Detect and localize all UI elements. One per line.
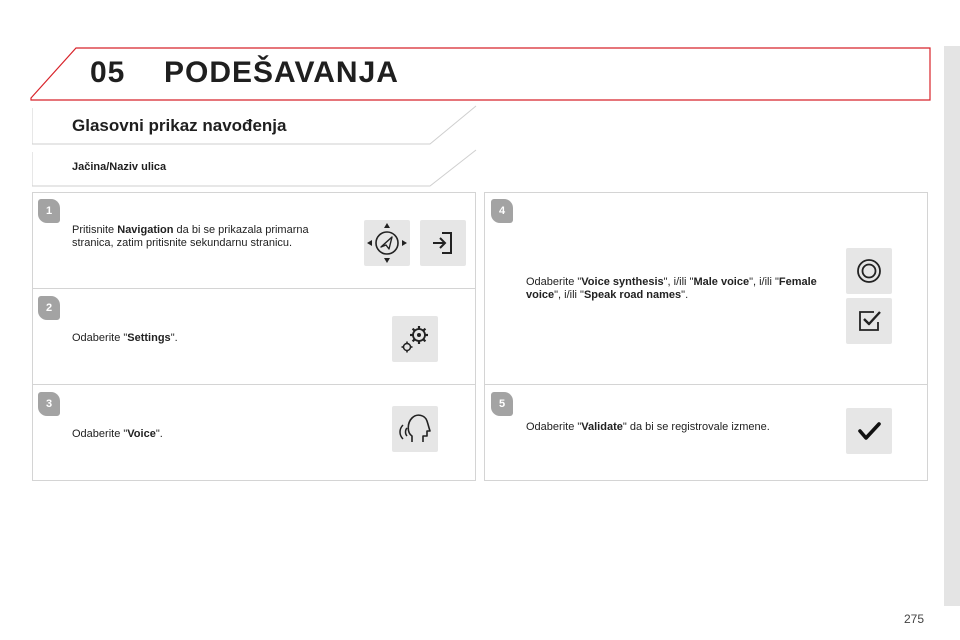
step-1-suffix: da bi se prikazala primarna stranica, zatim pritisnite sekundarnu stranicu. — [72, 224, 309, 249]
step-4-text-part: ", i/ili " — [554, 289, 584, 301]
step-4-keyword-speak-road-names: Speak road names — [583, 289, 682, 301]
step-divider — [32, 288, 476, 289]
page-number: 275 — [904, 612, 925, 626]
step-badge-1: 1 — [38, 199, 60, 223]
step-3-prefix: Odaberite " — [72, 428, 128, 440]
step-3-text — [72, 428, 352, 441]
checkmark-icon — [846, 408, 892, 454]
step-2-text — [72, 332, 352, 345]
settings-gears-icon — [392, 316, 438, 362]
navigation-joystick-icon — [364, 220, 410, 266]
step-4-text-part: ", i/ili " — [663, 276, 694, 288]
step-5-prefix: Odaberite " — [526, 421, 582, 433]
page-edge-strip — [944, 46, 960, 606]
step-1-prefix: Pritisnite — [72, 224, 118, 236]
step-3-keyword: Voice — [127, 428, 156, 440]
step-divider — [32, 384, 476, 385]
step-5-keyword: Validate — [581, 421, 623, 433]
step-badge-3: 3 — [38, 392, 60, 416]
section-title: Glasovni prikaz navođenja — [72, 116, 287, 135]
subsection-title: Jačina/Naziv ulica — [72, 161, 167, 173]
step-4-keyword-female-voice: Female voice — [526, 276, 817, 301]
voice-head-icon — [392, 406, 438, 452]
step-divider — [484, 384, 928, 385]
step-4-keyword-male-voice: Male voice — [693, 276, 750, 288]
chapter-number: 05 — [90, 56, 126, 89]
checkbox-checked-icon — [846, 298, 892, 344]
step-4-text-part: ", i/ili " — [749, 276, 779, 288]
step-2-suffix: ". — [170, 332, 178, 344]
step-badge-2: 2 — [38, 296, 60, 320]
radio-button-icon — [846, 248, 892, 294]
step-badge-5: 5 — [491, 392, 513, 416]
step-5-text — [526, 421, 786, 434]
step-4-text-part: Odaberite " — [526, 276, 582, 288]
step-2-prefix: Odaberite " — [72, 332, 128, 344]
secondary-page-icon — [420, 220, 466, 266]
step-4-keyword-voice-synthesis: Voice synthesis — [581, 276, 664, 288]
step-1-text — [72, 224, 352, 250]
chapter-header — [30, 46, 932, 102]
step-1-keyword: Navigation — [117, 224, 174, 236]
step-4-text — [526, 276, 822, 302]
chapter-title: PODEŠAVANJA — [164, 56, 399, 89]
step-4-text-part: ". — [681, 289, 689, 301]
step-2-keyword: Settings — [127, 332, 171, 344]
step-badge-4: 4 — [491, 199, 513, 223]
step-3-suffix: ". — [155, 428, 163, 440]
step-5-suffix: " da bi se registrovale izmene. — [622, 421, 770, 433]
